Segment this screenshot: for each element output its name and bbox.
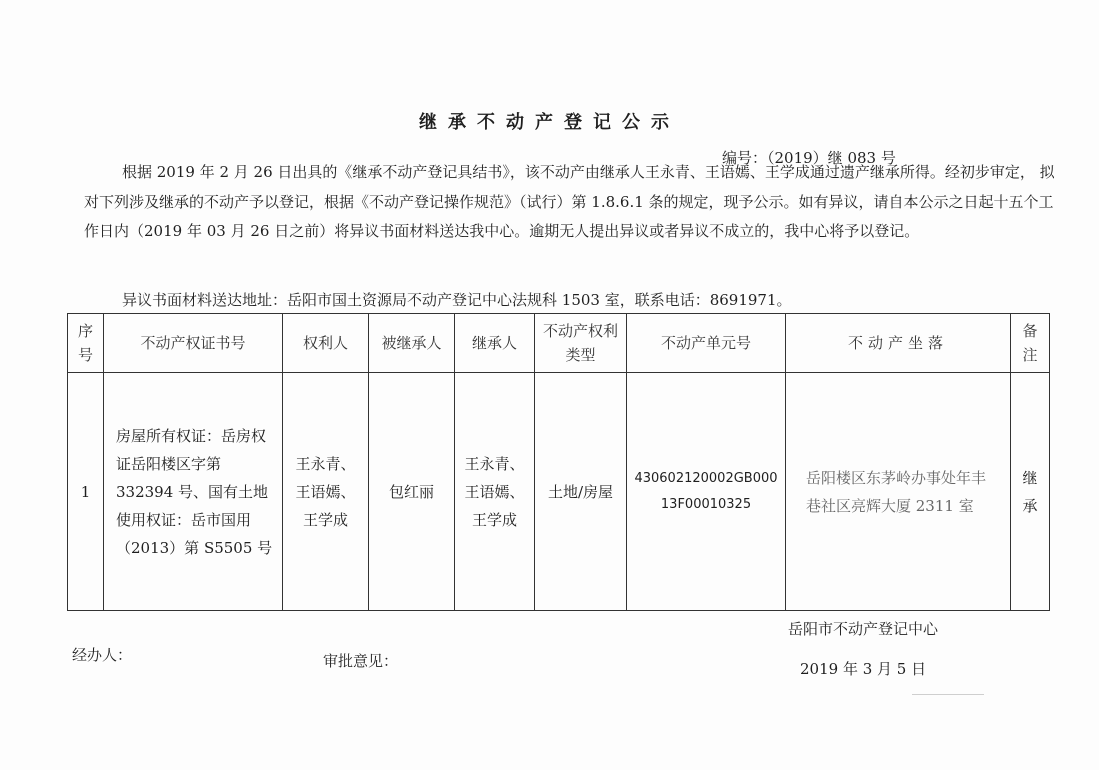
cell-unit-no: 430602120002GB00013F00010325 [627, 373, 786, 611]
handler-label: 经办人： [72, 646, 133, 664]
notice-paragraph: 根据 2019 年 2 月 26 日出具的《继承不动产登记具结书》，该不动产由继承人王永青、王语嫣、王学成通过遗产继承所得。经初步审定， 拟对下列涉及继承的不动产予以登记，根据《不动产登记操作规范》（试行）第 1.8.6.1 条的规定，现予公示。如有异议，请自本公示之日起十五个工作日内（2019 年 03 月 26 日之前）将异议书面材料送达我中心。逾期无人提出异议或者异议不成立的，我中心将予以登记。 [84, 163, 1055, 240]
cell-index: 1 [68, 373, 104, 611]
table-row [68, 373, 1050, 611]
cell-deceased: 包红丽 [369, 373, 455, 611]
header-unit-no: 不动产单元号 [627, 314, 786, 373]
objection-address-paragraph: 异议书面材料送达地址：岳阳市国土资源局不动产登记中心法规科 1503 室，联系电话：8691971。 [122, 291, 792, 309]
header-location: 不动产坐落 [786, 314, 1011, 373]
document-title: 继承不动产登记公示 [419, 112, 680, 133]
header-certificate: 不动产权证书号 [104, 314, 283, 373]
header-index: 序号 [68, 314, 104, 373]
table-header-row [68, 314, 1050, 373]
cell-location: 岳阳楼区东茅岭办事处年丰巷社区亮辉大厦 2311 室 [786, 373, 1011, 611]
property-table [67, 313, 1050, 611]
cell-right-type: 土地/房屋 [535, 373, 627, 611]
cell-right-holder: 王永青、王语嫣、王学成 [283, 373, 369, 611]
cell-certificate: 房屋所有权证：岳房权证岳阳楼区字第 332394 号、国有土地使用权证：岳市国用（2013）第 S5505 号 [104, 373, 283, 611]
issue-date: 2019 年 3 月 5 日 [800, 660, 927, 678]
issuing-organization: 岳阳市不动产登记中心 [788, 620, 939, 638]
header-right-holder: 权利人 [283, 314, 369, 373]
approval-label: 审批意见： [323, 652, 399, 670]
header-remark: 备注 [1011, 314, 1050, 373]
cell-heirs: 王永青、王语嫣、王学成 [455, 373, 535, 611]
header-heirs: 继承人 [455, 314, 535, 373]
signature-line [912, 694, 984, 695]
header-right-type: 不动产权利类型 [535, 314, 627, 373]
cell-remark: 继承 [1011, 373, 1050, 611]
document-number: 编号：（2019）继 083 号 [722, 149, 896, 167]
header-deceased: 被继承人 [369, 314, 455, 373]
